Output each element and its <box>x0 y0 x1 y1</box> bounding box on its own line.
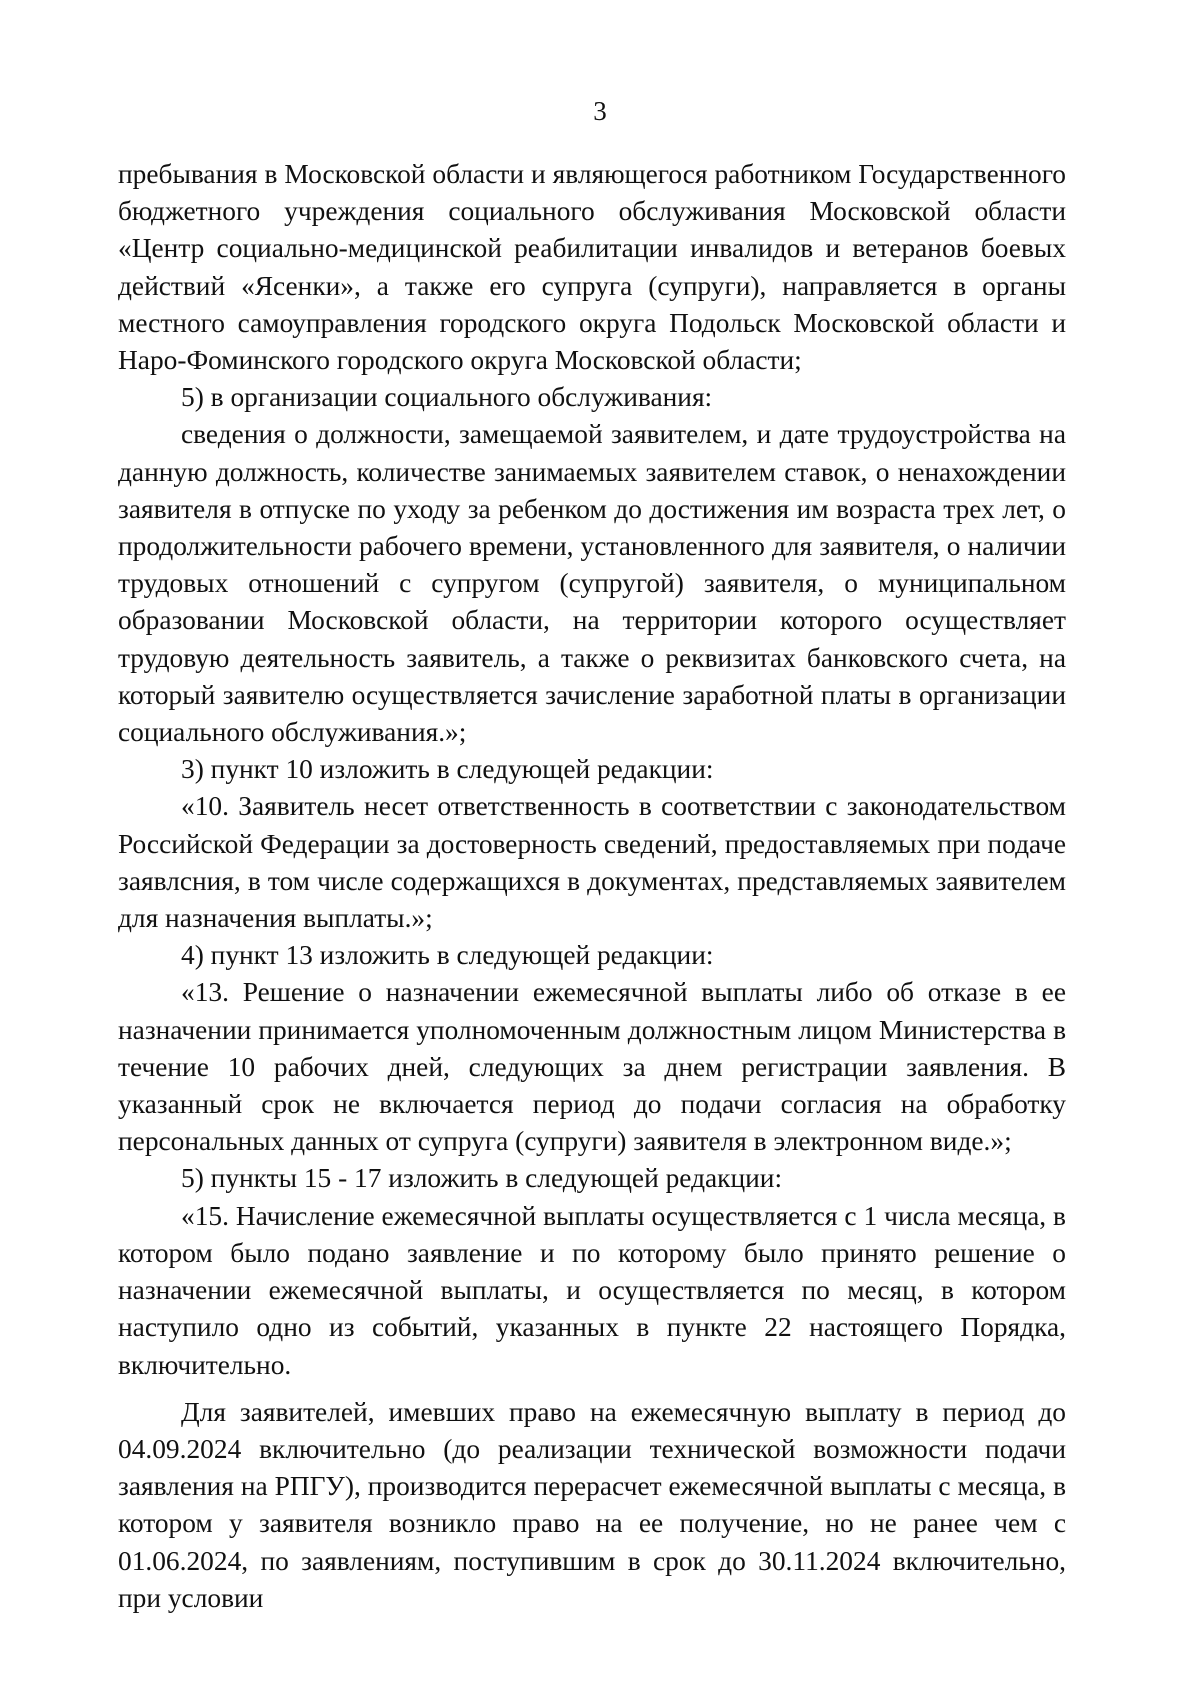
paragraph-6: 4) пункт 13 изложить в следующей редакции: <box>181 940 714 971</box>
paragraph-10: Для заявителей, имевших право на ежемесячную выплату в период до 04.09.2024 включительно (до реализации технической возможности подачи заявления на РПГУ), производится перерасчет ежемесячной выплаты с месяца, в котором у заявителя возникло право на ее получение, но не ранее чем с 01.06.2024, по заявлениям, поступившим в срок до 30.11.2024 включительно, при условии <box>118 1396 1066 1613</box>
document-body <box>118 156 1066 1617</box>
paragraph-4: 3) пункт 10 изложить в следующей редакции: <box>181 754 714 785</box>
paragraph-2: 5) в организации социального обслуживания: <box>181 382 713 413</box>
page-number: 3 <box>593 96 607 126</box>
paragraph-3: сведения о должности, замещаемой заявителем, и дате трудоустройства на данную должность, количестве занимаемых заявителем ставок, о ненахождении заявителя в отпуске по уходу за ребенком до достижения им возраста трех лет, о продолжительности рабочего времени, установленного для заявителя, о наличии трудовых отношений с супругом (супругой) заявителя, о муниципальном образовании Московской области, на территории которого осуществляет трудовую деятельность заявитель, а также о реквизитах банковского счета, на который заявителю осуществляется зачисление заработной платы в организации социального обслуживания.»; <box>118 419 1066 748</box>
paragraph-1: пребывания в Московской области и являющегося работником Государственного бюджетного учреждения социального обслуживания Московской области «Центр социально-медицинской реабилитации инвалидов и ветеранов боевых действий «Ясенки», а также его супруга (супруги), направляется в органы местного самоуправления городского округа Подольск Московской области и Наро-Фоминского городского округа Московской области; <box>118 159 1066 376</box>
paragraph-7: «13. Решение о назначении ежемесячной выплаты либо об отказе в ее назначении принимается уполномоченным должностным лицом Министерства в течение 10 рабочих дней, следующих за днем регистрации заявления. В указанный срок не включается период до подачи согласия на обработку персональных данных от супруга (супруги) заявителя в электронном виде.»; <box>118 977 1066 1157</box>
paragraph-8: 5) пункты 15 - 17 изложить в следующей редакции: <box>181 1163 783 1194</box>
paragraph-9: «15. Начисление ежемесячной выплаты осуществляется с 1 числа месяца, в котором было подано заявление и по которому было принято решение о назначении ежемесячной выплаты, и осуществляется по месяц, в котором наступило одно из событий, указанных в пункте 22 настоящего Порядка, включительно. <box>118 1200 1066 1380</box>
paragraph-5: «10. Заявитель несет ответственность в соответствии с законодательством Российской Федерации за достоверность сведений, предоставляемых при подаче заявлсния, в том числе содержащихся в документах, представляемых заявителем для назначения выплаты.»; <box>118 791 1066 934</box>
